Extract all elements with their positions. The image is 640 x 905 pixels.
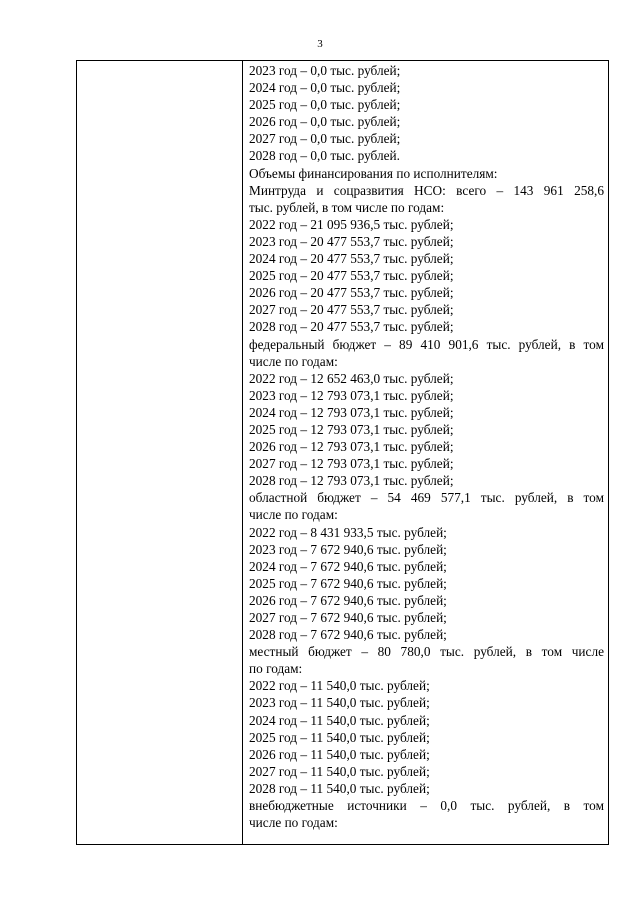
text-line: 2027 год – 11 540,0 тыс. рублей; xyxy=(249,763,430,779)
text-line: 2022 год – 21 095 936,5 тыс. рублей; xyxy=(249,216,454,232)
text-line: 2025 год – 0,0 тыс. рублей; xyxy=(249,97,401,113)
text-line: 2026 год – 11 540,0 тыс. рублей; xyxy=(249,746,430,762)
text-line: 2022 год – 12 652 463,0 тыс. рублей; xyxy=(249,370,454,386)
table-column-divider xyxy=(242,61,243,844)
text-line: 2024 год – 7 672 940,6 тыс. рублей; xyxy=(249,558,447,574)
text-line: по годам: xyxy=(249,661,303,677)
page-number: 3 xyxy=(317,38,323,50)
financing-table xyxy=(76,60,609,845)
text-line: 2028 год – 7 672 940,6 тыс. рублей; xyxy=(249,627,447,643)
text-line: федеральный бюджет – 89 410 901,6 тыс. рублей, в том xyxy=(249,336,604,352)
text-line: 2027 год – 7 672 940,6 тыс. рублей; xyxy=(249,610,447,625)
text-line: областной бюджет – 54 469 577,1 тыс. рублей, в том xyxy=(249,490,604,506)
text-line: 2026 год – 12 793 073,1 тыс. рублей; xyxy=(249,439,454,455)
text-line: 2025 год – 12 793 073,1 тыс. рублей; xyxy=(249,421,454,437)
text-line: 2028 год – 12 793 073,1 тыс. рублей; xyxy=(249,473,454,489)
text-line: Объемы финансирования по исполнителям: xyxy=(249,165,498,181)
text-line: числе по годам: xyxy=(249,507,338,523)
text-line: числе по годам: xyxy=(249,353,338,369)
text-line: 2028 год – 0,0 тыс. рублей. xyxy=(249,148,400,164)
text-line: 2024 год – 11 540,0 тыс. рублей; xyxy=(249,712,430,728)
text-line: 2024 год – 20 477 553,7 тыс. рублей; xyxy=(249,251,454,267)
text-line: тыс. рублей, в том числе по годам: xyxy=(249,199,445,215)
text-line: 2022 год – 11 540,0 тыс. рублей; xyxy=(249,678,430,694)
text-line: 2023 год – 11 540,0 тыс. рублей; xyxy=(249,695,430,711)
text-line: 2027 год – 12 793 073,1 тыс. рублей; xyxy=(249,456,454,472)
text-line: 2026 год – 20 477 553,7 тыс. рублей; xyxy=(249,285,454,301)
text-line: 2028 год – 20 477 553,7 тыс. рублей; xyxy=(249,319,454,335)
text-line: 2024 год – 0,0 тыс. рублей; xyxy=(249,80,401,96)
text-line: 2023 год – 20 477 553,7 тыс. рублей; xyxy=(249,233,454,249)
text-line: 2023 год – 12 793 073,1 тыс. рублей; xyxy=(249,387,454,403)
table-right-cell xyxy=(249,62,604,831)
text-line: 2026 год – 7 672 940,6 тыс. рублей; xyxy=(249,592,447,608)
text-line: 2023 год – 7 672 940,6 тыс. рублей; xyxy=(249,541,447,557)
text-line: 2025 год – 7 672 940,6 тыс. рублей; xyxy=(249,575,447,591)
text-line: 2026 год – 0,0 тыс. рублей; xyxy=(249,114,401,130)
text-line: числе по годам: xyxy=(249,815,338,831)
text-line: 2027 год – 20 477 553,7 тыс. рублей; xyxy=(249,302,454,318)
text-line: 2022 год – 8 431 933,5 тыс. рублей; xyxy=(249,524,447,540)
text-line: 2023 год – 0,0 тыс. рублей; xyxy=(249,63,401,78)
text-line: 2025 год – 11 540,0 тыс. рублей; xyxy=(249,729,430,745)
text-line: 2024 год – 12 793 073,1 тыс. рублей; xyxy=(249,404,454,420)
text-line: 2027 год – 0,0 тыс. рублей; xyxy=(249,131,401,147)
table-left-cell xyxy=(77,61,242,844)
text-line: местный бюджет – 80 780,0 тыс. рублей, в том числе xyxy=(249,644,604,660)
text-line: 2028 год – 11 540,0 тыс. рублей; xyxy=(249,780,430,796)
text-line: Минтруда и соцразвития НСО: всего – 143 961 258,6 xyxy=(249,182,604,198)
text-line: внебюджетные источники – 0,0 тыс. рублей, в том xyxy=(249,798,604,814)
text-line: 2025 год – 20 477 553,7 тыс. рублей; xyxy=(249,268,454,284)
